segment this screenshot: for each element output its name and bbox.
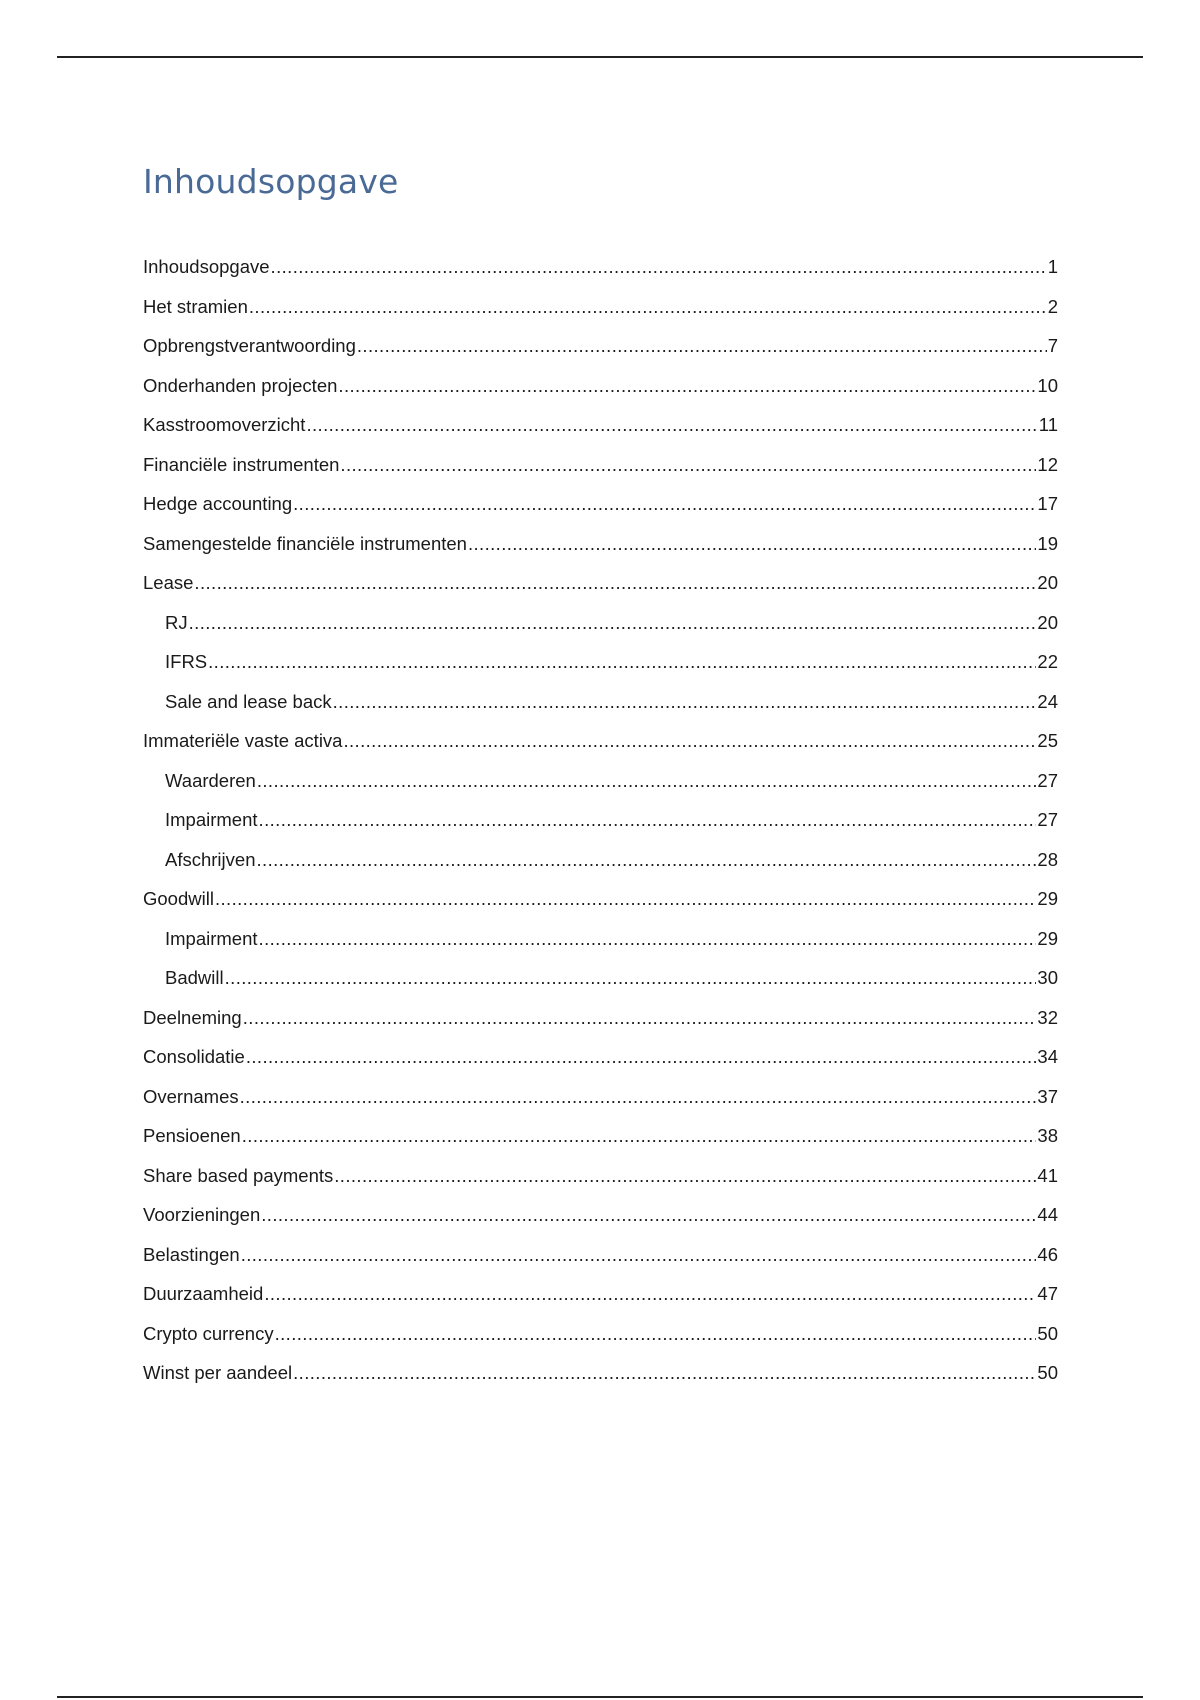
toc-entry[interactable] <box>143 411 1058 451</box>
toc-entry-page-number: 24 <box>1037 690 1058 712</box>
toc-entry-label: Share based payments <box>143 1164 334 1186</box>
toc-entry[interactable] <box>143 451 1058 491</box>
toc-entry-page-number: 28 <box>1037 848 1058 870</box>
toc-dot-leader <box>259 925 1037 953</box>
toc-entry-label: Consolidatie <box>143 1046 245 1067</box>
toc-dot-leader <box>240 1083 1037 1111</box>
toc-entry[interactable] <box>143 688 1058 728</box>
toc-dot-leader <box>264 1280 1036 1308</box>
toc-entry-label: Duurzaamheid <box>143 1283 264 1304</box>
toc-entry-page-number: 44 <box>1037 1204 1058 1225</box>
toc-entry-page-number: 29 <box>1037 888 1058 909</box>
toc-entry[interactable] <box>143 332 1058 372</box>
toc-entry-page-number: 34 <box>1037 1046 1058 1067</box>
toc-entry-label: Inhoudsopgave <box>143 256 270 277</box>
toc-entry-page-number: 12 <box>1037 453 1058 475</box>
toc-entry-page-number: 27 <box>1037 769 1058 791</box>
toc-entry-label: Lease <box>143 572 194 593</box>
toc-entry-label: Overnames <box>143 1085 239 1107</box>
toc-dot-leader <box>259 806 1037 834</box>
footer-rule <box>57 1696 1143 1698</box>
toc-entry[interactable] <box>143 1359 1058 1399</box>
toc-entry[interactable] <box>143 806 1058 846</box>
toc-entry[interactable] <box>143 964 1058 1004</box>
toc-dot-leader <box>271 253 1047 281</box>
toc-entry-page-number: 19 <box>1037 532 1058 554</box>
toc-entry[interactable] <box>143 569 1058 609</box>
toc-entry[interactable] <box>143 846 1058 886</box>
toc-entry[interactable] <box>143 885 1058 925</box>
toc-entry-label: Opbrengstverantwoording <box>143 335 356 356</box>
toc-entry[interactable] <box>143 648 1058 688</box>
toc-dot-leader <box>256 846 1036 874</box>
toc-dot-leader <box>194 569 1036 597</box>
toc-dot-leader <box>208 648 1036 676</box>
toc-dot-leader <box>225 964 1037 992</box>
toc-title: Inhoudsopgave <box>143 162 399 201</box>
toc-entry-label: Crypto currency <box>143 1322 274 1344</box>
toc-entry-label: Het stramien <box>143 295 248 317</box>
toc-entry-label: Impairment <box>165 927 258 949</box>
toc-dot-leader <box>338 372 1036 400</box>
toc-entry-page-number: 22 <box>1037 651 1058 672</box>
toc-entry-label: Impairment <box>165 809 258 830</box>
toc-entry[interactable] <box>143 1043 1058 1083</box>
toc-entry-label: Kasstroomoverzicht <box>143 414 306 435</box>
toc-entry-label: Waarderen <box>165 769 256 791</box>
toc-dot-leader <box>242 1122 1037 1150</box>
toc-entry[interactable] <box>143 1162 1058 1202</box>
toc-dot-leader <box>293 1359 1036 1387</box>
toc-dot-leader <box>343 727 1036 755</box>
toc-dot-leader <box>243 1004 1037 1032</box>
toc-entry-page-number: 11 <box>1038 414 1058 435</box>
toc-dot-leader <box>261 1201 1036 1229</box>
toc-entry-label: Winst per aandeel <box>143 1362 293 1383</box>
toc-dot-leader <box>333 688 1037 716</box>
toc-entry-page-number: 17 <box>1037 493 1058 514</box>
toc-entry[interactable] <box>143 490 1058 530</box>
toc-entry-page-number: 32 <box>1037 1006 1058 1028</box>
toc-entry[interactable] <box>143 530 1058 570</box>
toc-entry-page-number: 2 <box>1047 295 1058 317</box>
toc-dot-leader <box>246 1043 1037 1071</box>
toc-entry[interactable] <box>143 1280 1058 1320</box>
toc-entry-label: Immateriële vaste activa <box>143 730 343 751</box>
toc-entry-label: Hedge accounting <box>143 493 293 514</box>
toc-dot-leader <box>468 530 1036 558</box>
toc-dot-leader <box>306 411 1037 439</box>
toc-entry[interactable] <box>143 609 1058 649</box>
toc-entry-label: RJ <box>165 611 188 633</box>
toc-entry[interactable] <box>143 253 1058 293</box>
toc-entry-label: IFRS <box>165 651 208 672</box>
toc-dot-leader <box>357 332 1047 360</box>
toc-entry-label: Pensioenen <box>143 1125 241 1146</box>
toc-dot-leader <box>241 1241 1037 1269</box>
toc-entry-label: Financiële instrumenten <box>143 453 340 475</box>
toc-entry-label: Goodwill <box>143 888 214 909</box>
header-rule <box>57 56 1143 58</box>
toc-entry-label: Voorzieningen <box>143 1204 261 1225</box>
toc-entry-page-number: 50 <box>1037 1322 1058 1344</box>
toc-entry-page-number: 50 <box>1037 1362 1058 1383</box>
toc-dot-leader <box>334 1162 1036 1190</box>
toc-entry-page-number: 30 <box>1037 967 1058 988</box>
toc-entry-page-number: 27 <box>1037 809 1058 830</box>
toc-entry[interactable] <box>143 372 1058 412</box>
toc-entry[interactable] <box>143 293 1058 333</box>
toc-entry[interactable] <box>143 925 1058 965</box>
toc-entry-page-number: 25 <box>1037 730 1058 751</box>
toc-dot-leader <box>215 885 1036 913</box>
toc-entry-page-number: 10 <box>1037 374 1058 396</box>
toc-entry-page-number: 1 <box>1047 256 1058 277</box>
toc-entry[interactable] <box>143 1083 1058 1123</box>
toc-dot-leader <box>275 1320 1037 1348</box>
toc-entry[interactable] <box>143 1201 1058 1241</box>
toc-entry-label: Samengestelde financiële instrumenten <box>143 532 467 554</box>
toc-entry[interactable] <box>143 1004 1058 1044</box>
toc-dot-leader <box>257 767 1037 795</box>
toc-entry[interactable] <box>143 1241 1058 1281</box>
toc-dot-leader <box>340 451 1036 479</box>
toc-list <box>143 253 1058 1399</box>
toc-entry-label: Afschrijven <box>165 848 256 870</box>
toc-entry-page-number: 20 <box>1037 611 1058 633</box>
toc-entry[interactable] <box>143 1320 1058 1360</box>
toc-entry-label: Sale and lease back <box>165 690 332 712</box>
toc-entry-label: Deelneming <box>143 1006 242 1028</box>
toc-entry-page-number: 7 <box>1047 335 1058 356</box>
toc-entry-page-number: 47 <box>1037 1283 1058 1304</box>
toc-entry-page-number: 37 <box>1037 1085 1058 1107</box>
toc-entry[interactable] <box>143 767 1058 807</box>
toc-entry-page-number: 41 <box>1037 1164 1058 1186</box>
toc-entry-page-number: 29 <box>1037 927 1058 949</box>
toc-dot-leader <box>189 609 1037 637</box>
toc-dot-leader <box>293 490 1036 518</box>
toc-entry-page-number: 38 <box>1037 1125 1058 1146</box>
toc-entry-label: Belastingen <box>143 1243 240 1265</box>
toc-entry-page-number: 20 <box>1037 572 1058 593</box>
toc-entry-label: Badwill <box>165 967 224 988</box>
toc-entry[interactable] <box>143 1122 1058 1162</box>
toc-entry-page-number: 46 <box>1037 1243 1058 1265</box>
toc-dot-leader <box>249 293 1047 321</box>
toc-entry-label: Onderhanden projecten <box>143 374 338 396</box>
toc-entry[interactable] <box>143 727 1058 767</box>
